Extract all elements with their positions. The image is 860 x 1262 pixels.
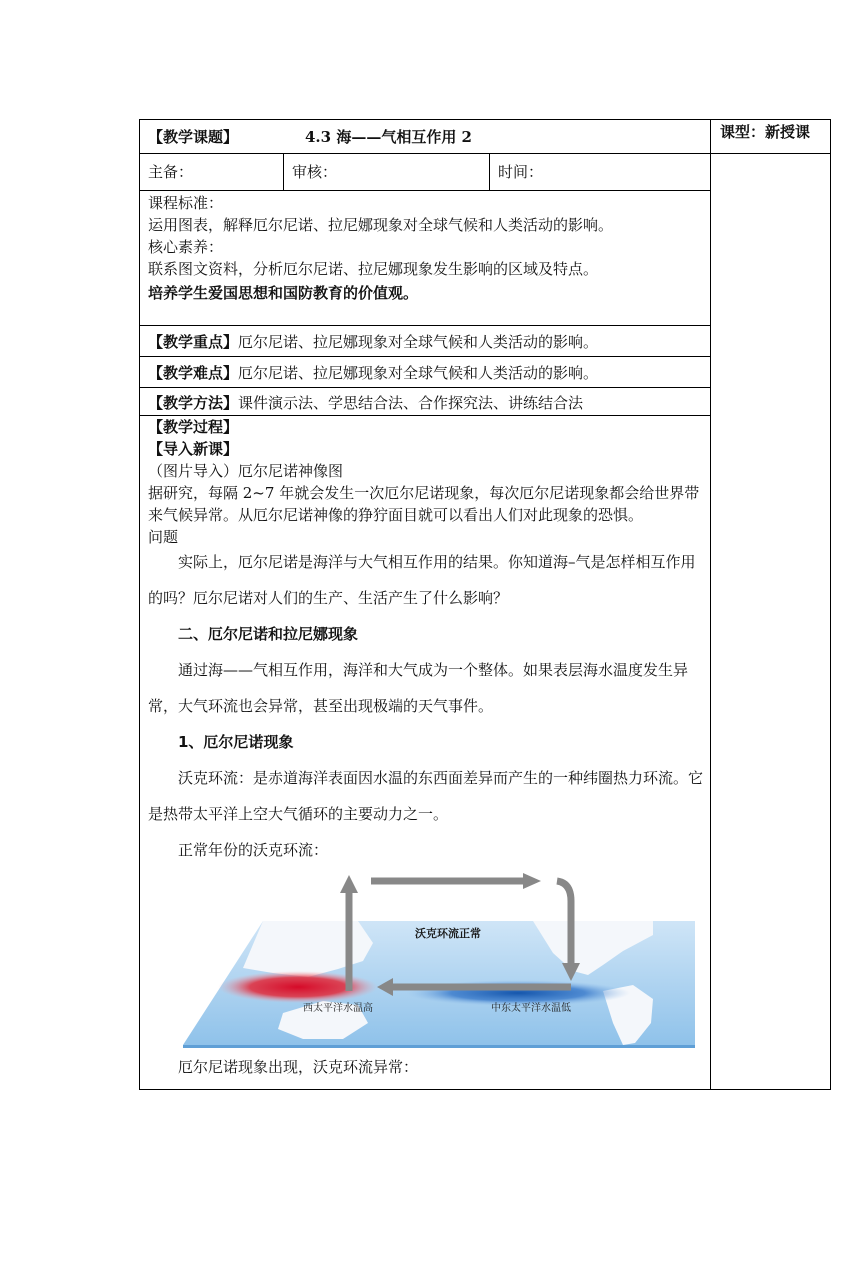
west-pacific-label: 西太平洋水温高 bbox=[303, 1003, 373, 1014]
key-points-text: 厄尔尼诺、拉尼娜现象对全球气候和人类活动的影响。 bbox=[238, 333, 599, 351]
diagram-title: 沃克环流正常 bbox=[415, 927, 481, 940]
table-border-left bbox=[139, 119, 140, 1090]
warm-water-zone bbox=[218, 971, 378, 1003]
walker-text: 沃克环流：是赤道海洋表面因水温的东西面差异而产生的一种纬圈热力环流。它是热带太平洋上空大气循环的主要动力之一。 bbox=[148, 769, 704, 823]
plane-edge bbox=[183, 1045, 695, 1048]
table-line-row1 bbox=[139, 153, 831, 154]
difficulties-row bbox=[148, 362, 598, 384]
intro-image-note: （图片导入）厄尔尼诺神像图 bbox=[148, 462, 344, 480]
intro-text: 据研究，每隔 2~7 年就会发生一次厄尔尼诺现象，每次厄尔尼诺现象都会给世界带来气候异常。从厄尔尼诺神像的狰狞面目就可以看出人们对此现象的恐惧。 bbox=[148, 484, 700, 524]
table-divider-prep bbox=[283, 153, 284, 190]
lesson-type: 课型：新授课 bbox=[720, 123, 811, 141]
table-border-right bbox=[830, 119, 831, 1090]
upper-flow-arrowhead bbox=[523, 873, 541, 889]
literacy-text: 联系图文资料，分析厄尔尼诺、拉尼娜现象发生影响的区域及特点。 bbox=[148, 260, 599, 278]
abnormal-caption: 厄尔尼诺现象出现，沃克环流异常： bbox=[178, 1058, 419, 1076]
table-divider-main bbox=[710, 119, 711, 1090]
review-label: 审核： bbox=[292, 163, 338, 181]
literacy-heading: 核心素养： bbox=[148, 238, 224, 256]
walker-circulation-diagram bbox=[183, 873, 698, 1048]
difficulties-label: 【教学难点】 bbox=[148, 364, 239, 382]
topic-label: 【教学课题】 bbox=[148, 128, 239, 146]
key-points-row bbox=[148, 331, 598, 353]
methods-text: 课件演示法、学思结合法、合作探究法、讲练结合法 bbox=[238, 394, 584, 412]
standards-block bbox=[148, 192, 706, 304]
table-line-row5 bbox=[139, 387, 711, 388]
difficulties-text: 厄尔尼诺、拉尼娜现象对全球气候和人类活动的影响。 bbox=[238, 364, 599, 382]
sub1-title: 1、厄尔尼诺现象 bbox=[178, 733, 294, 751]
patriotism-text: 培养学生爱国思想和国防教育的价值观。 bbox=[148, 284, 419, 302]
time-label: 时间： bbox=[498, 163, 544, 181]
topic-title: 4.3 海——气相互作用 2 bbox=[305, 128, 472, 146]
table-line-row2 bbox=[139, 190, 711, 191]
process-heading: 【教学过程】 bbox=[148, 418, 239, 436]
methods-label: 【教学方法】 bbox=[148, 394, 239, 412]
rising-air-arrowhead bbox=[340, 875, 358, 893]
table-line-row4 bbox=[139, 356, 711, 357]
normal-caption: 正常年份的沃克环流： bbox=[178, 841, 329, 859]
standards-text: 运用图表，解释厄尔尼诺、拉尼娜现象对全球气候和人类活动的影响。 bbox=[148, 216, 614, 234]
table-border-bottom bbox=[139, 1089, 831, 1090]
question-text: 实际上，厄尔尼诺是海洋与大气相互作用的结果。你知道海–气是怎样相互作用的吗？厄尔尼诺对人们的生产、生活产生了什么影响？ bbox=[148, 553, 696, 607]
question-label: 问题 bbox=[148, 528, 179, 546]
main-prep-label: 主备： bbox=[148, 163, 194, 181]
table-border-top bbox=[139, 119, 831, 120]
section2-title: 二、厄尔尼诺和拉尼娜现象 bbox=[178, 625, 359, 643]
section2-text: 通过海——气相互作用，海洋和大气成为一个整体。如果表层海水温度发生异常，大气环流也会异常，甚至出现极端的天气事件。 bbox=[148, 661, 689, 715]
process-block bbox=[148, 416, 705, 868]
key-points-label: 【教学重点】 bbox=[148, 333, 239, 351]
table-line-row3 bbox=[139, 325, 711, 326]
intro-heading: 【导入新课】 bbox=[148, 440, 239, 458]
methods-row bbox=[148, 392, 583, 414]
standards-heading: 课程标准： bbox=[148, 194, 224, 212]
east-pacific-label: 中东太平洋水温低 bbox=[491, 1003, 571, 1014]
table-divider-review bbox=[489, 153, 490, 190]
